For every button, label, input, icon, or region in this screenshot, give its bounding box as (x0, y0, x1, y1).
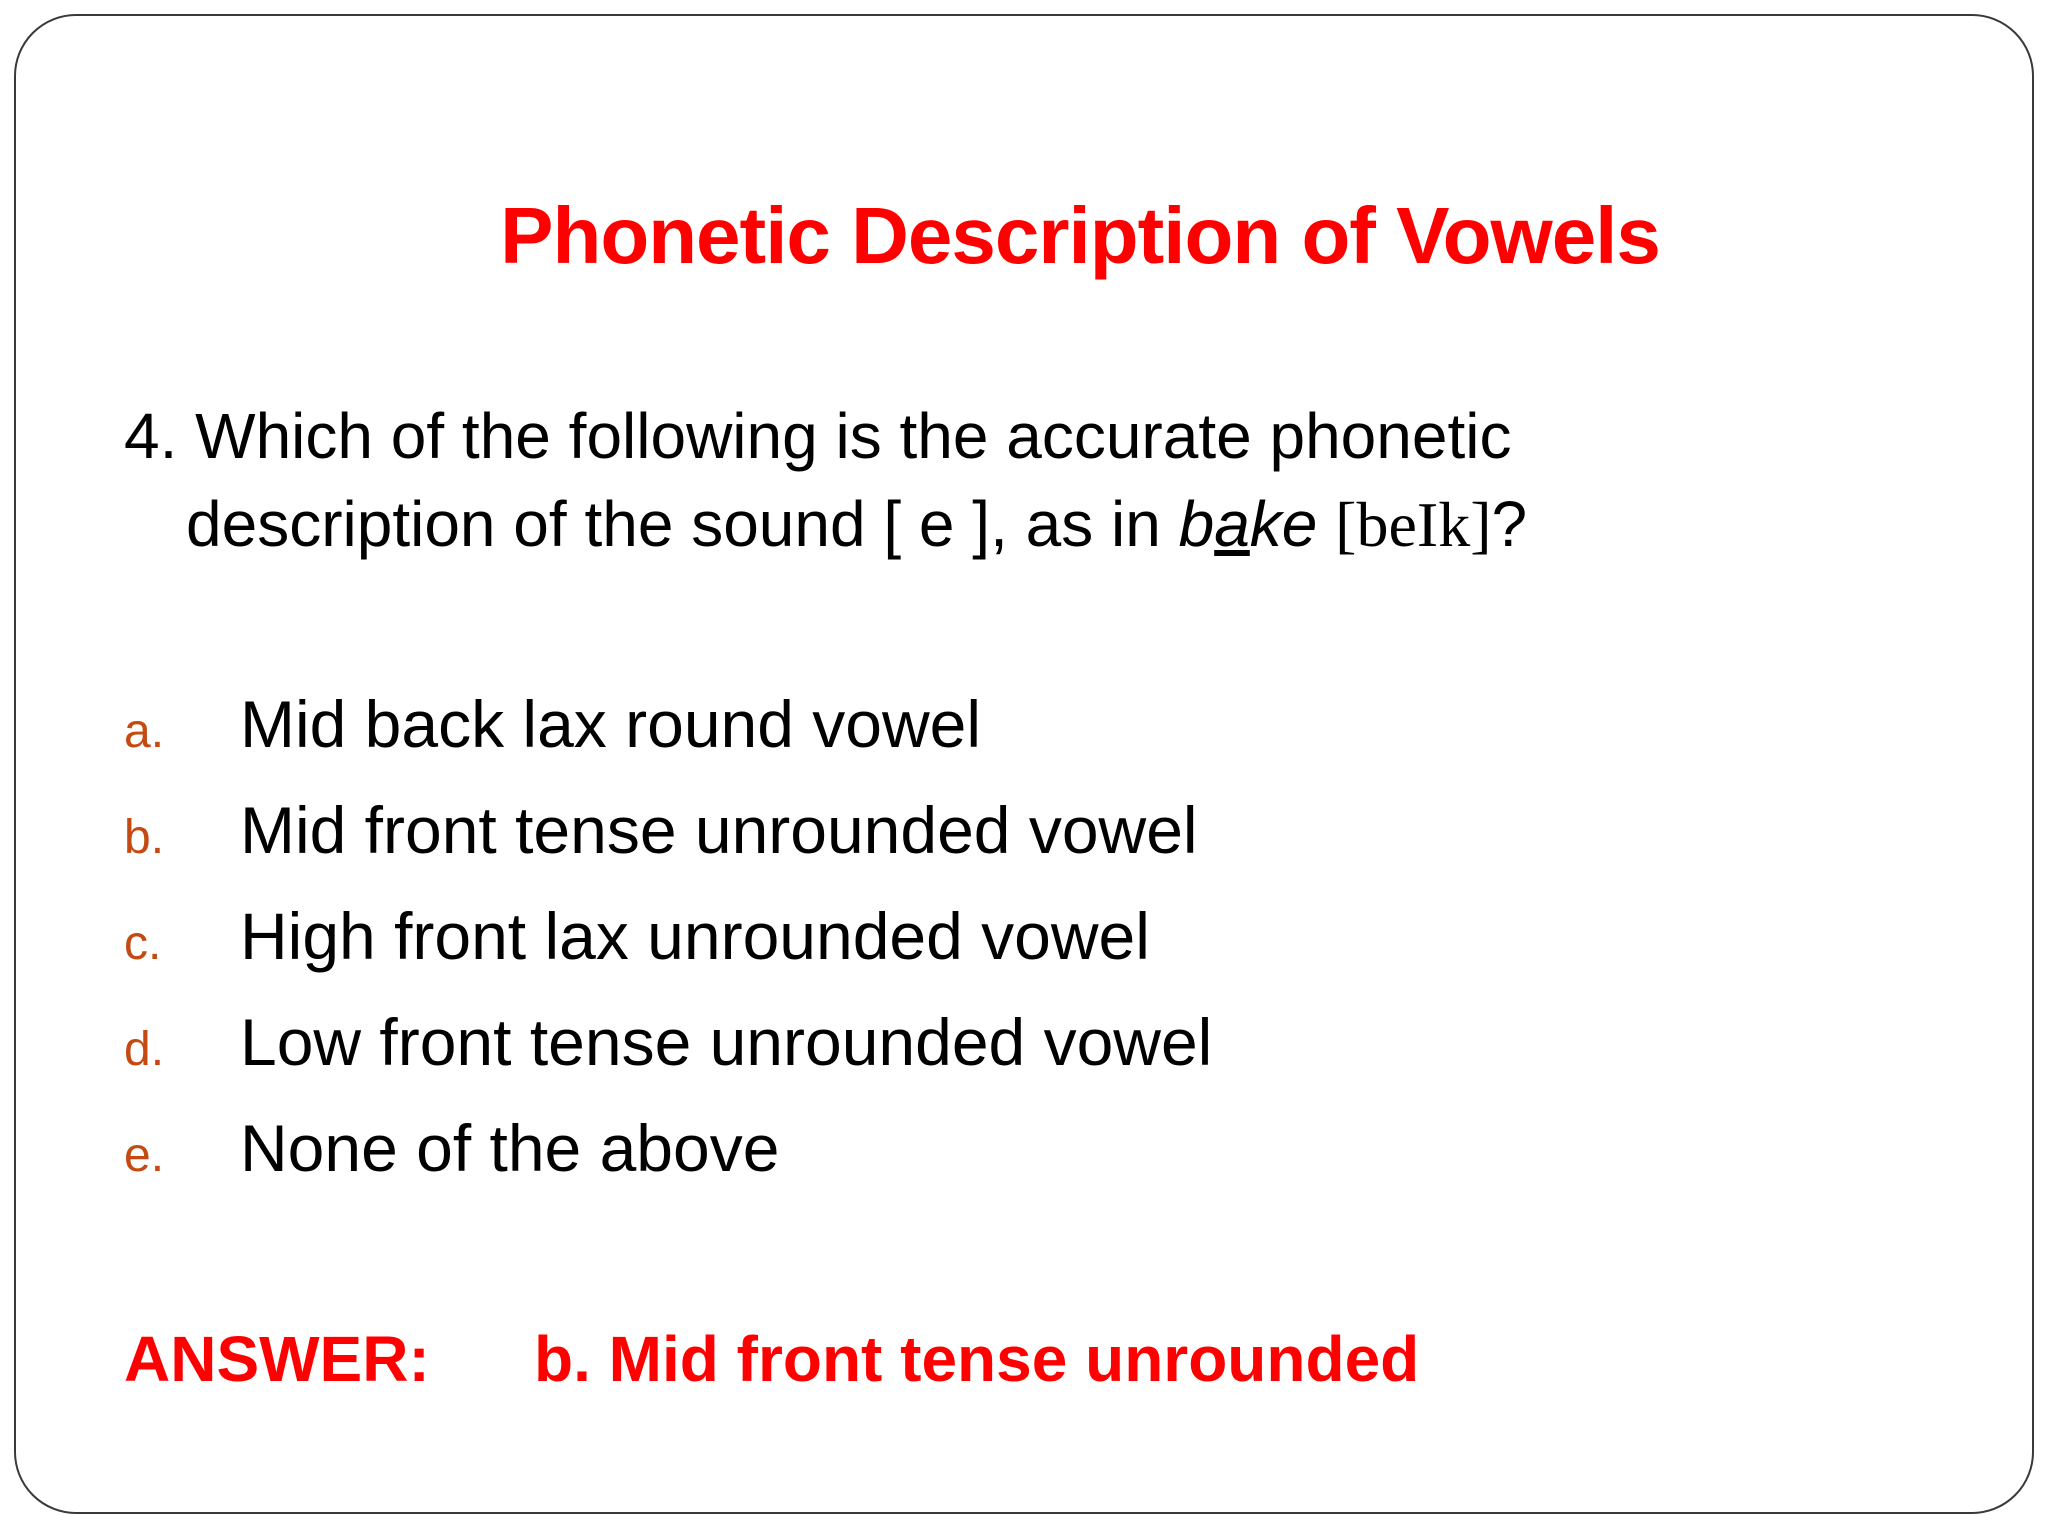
option-text: None of the above (240, 1111, 780, 1185)
example-word-end: ke (1249, 488, 1318, 560)
option-item (124, 1004, 1924, 1110)
option-item (124, 792, 1924, 898)
question-line-1-text: Which of the following is the accurate phonetic (177, 400, 1512, 472)
answer-options-list (124, 686, 1924, 1216)
option-marker: e. (124, 1129, 165, 1182)
option-marker: a. (124, 705, 165, 758)
slide-title: Phonetic Description of Vowels (500, 191, 1660, 280)
option-item (124, 1110, 1924, 1216)
phonetic-transcription: [beIk] (1335, 489, 1492, 560)
example-word-underlined: a (1214, 488, 1250, 560)
option-marker: b. (124, 811, 165, 864)
answer-line (124, 1322, 1419, 1396)
question-line-2 (124, 480, 1924, 569)
option-text: Mid back lax round vowel (240, 687, 982, 761)
option-text: High front lax unrounded vowel (240, 899, 1150, 973)
example-word-start: b (1178, 488, 1215, 560)
option-marker: d. (124, 1023, 165, 1076)
question-text (124, 392, 1924, 569)
answer-label: ANSWER: (124, 1323, 430, 1395)
question-line-2-suffix: ? (1491, 488, 1528, 560)
option-text: Mid front tense unrounded vowel (240, 793, 1198, 867)
option-item (124, 686, 1924, 792)
option-item (124, 898, 1924, 1004)
question-number: 4. (124, 400, 178, 472)
answer-value: b. Mid front tense unrounded (534, 1323, 1420, 1395)
question-line-2-prefix: description of the sound [ e ], as in (186, 488, 1179, 560)
option-text: Low front tense unrounded vowel (240, 1005, 1213, 1079)
example-word (1179, 488, 1318, 560)
option-marker: c. (124, 917, 162, 970)
question-line-1 (124, 392, 1924, 480)
